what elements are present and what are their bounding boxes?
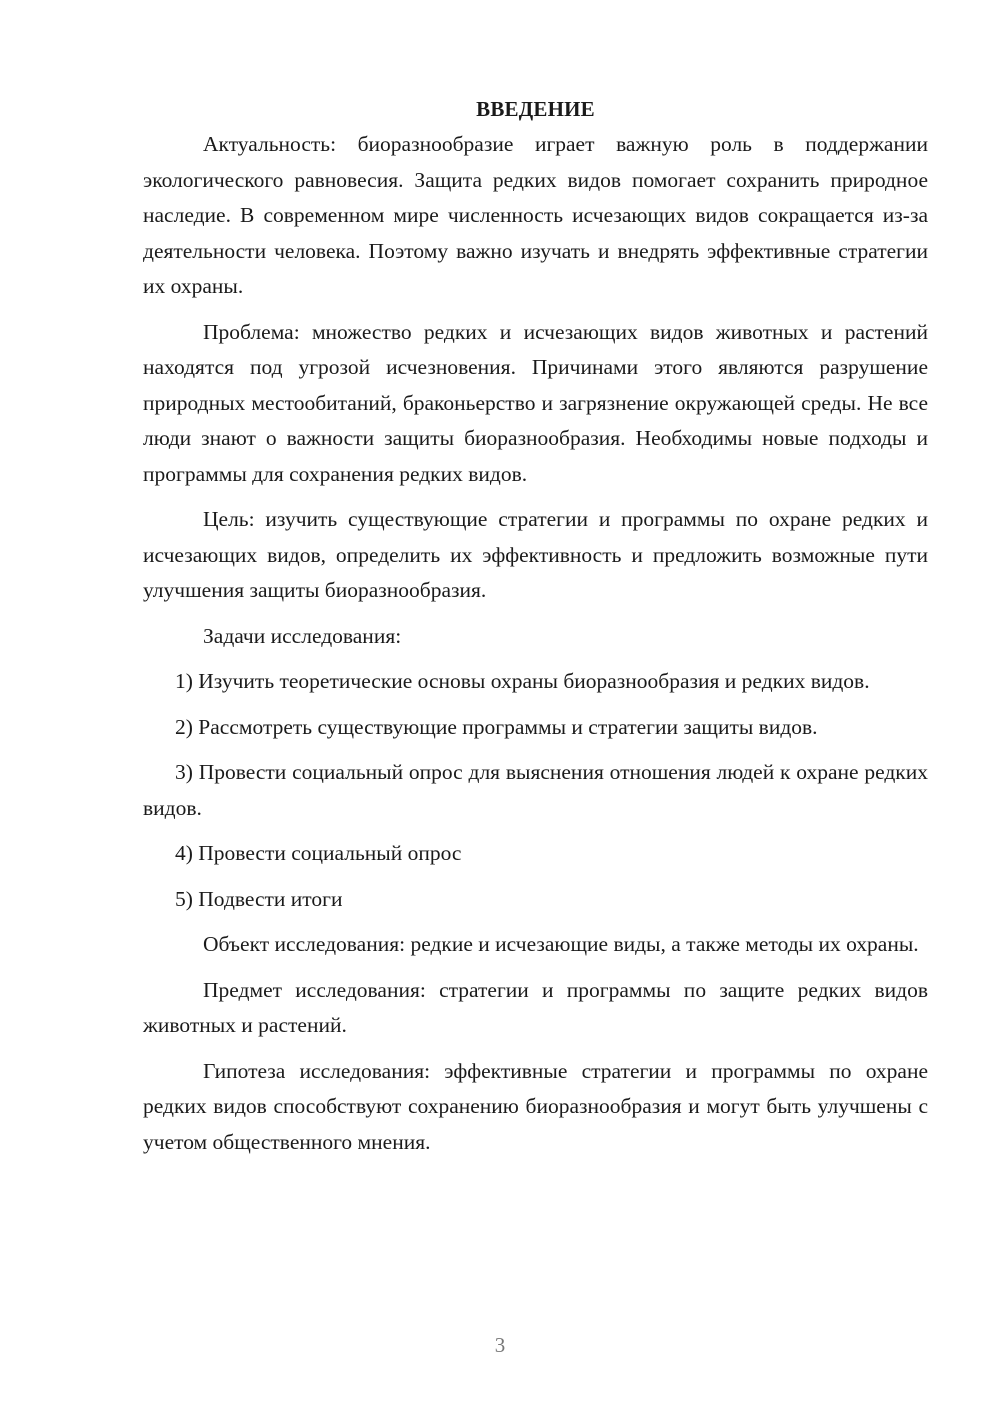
object-paragraph: Объект исследования: редкие и исчезающие виды, а также методы их охраны. bbox=[203, 932, 919, 956]
page-number: 3 bbox=[494, 1333, 506, 1357]
goal-paragraph: Цель: изучить существующие стратегии и программы по охране редких и исчезающих видов, определить их эффективность и предложить возможные пути улучшения защиты биоразнообразия. bbox=[143, 507, 928, 602]
page-title: ВВЕДЕНИЕ bbox=[476, 97, 595, 121]
tasks-heading: Задачи исследования: bbox=[203, 623, 402, 648]
task-item: 5) Подвести итоги bbox=[175, 886, 343, 911]
task-item: 1) Изучить теоретические основы охраны биоразнообразия и редких видов. bbox=[175, 669, 870, 693]
problem-paragraph: Проблема: множество редких и исчезающих видов животных и растений находятся под угрозой исчезновения. Причинами этого являются разрушение природных местообитаний, браконьерство и загрязнение окружающей среды. Не все люди знают о важности защиты биоразнообразия. Необходимы новые подходы и программы для сохранения редких видов. bbox=[143, 319, 928, 486]
document-page bbox=[143, 92, 928, 1170]
relevance-paragraph: Актуальность: биоразнообразие играет важную роль в поддержании экологического равновесия. Защита редких видов помогает сохранить природное наследие. В современном мире численность исчезающих видов сокращается из-за деятельности человека. Поэтому важно изучать и внедрять эффективные стратегии их охраны. bbox=[143, 132, 928, 298]
task-item: 4) Провести социальный опрос bbox=[175, 841, 462, 865]
task-item: 2) Рассмотреть существующие программы и стратегии защиты видов. bbox=[175, 714, 818, 739]
task-item: 3) Провести социальный опрос для выяснения отношения людей к охране редких видов. bbox=[143, 760, 928, 820]
hypothesis-paragraph: Гипотеза исследования: эффективные стратегии и программы по охране редких видов способствуют сохранению биоразнообразия и могут быть улучшены с учетом общественного мнения. bbox=[143, 1058, 928, 1154]
subject-paragraph: Предмет исследования: стратегии и программы по защите редких видов животных и растений. bbox=[143, 977, 928, 1037]
